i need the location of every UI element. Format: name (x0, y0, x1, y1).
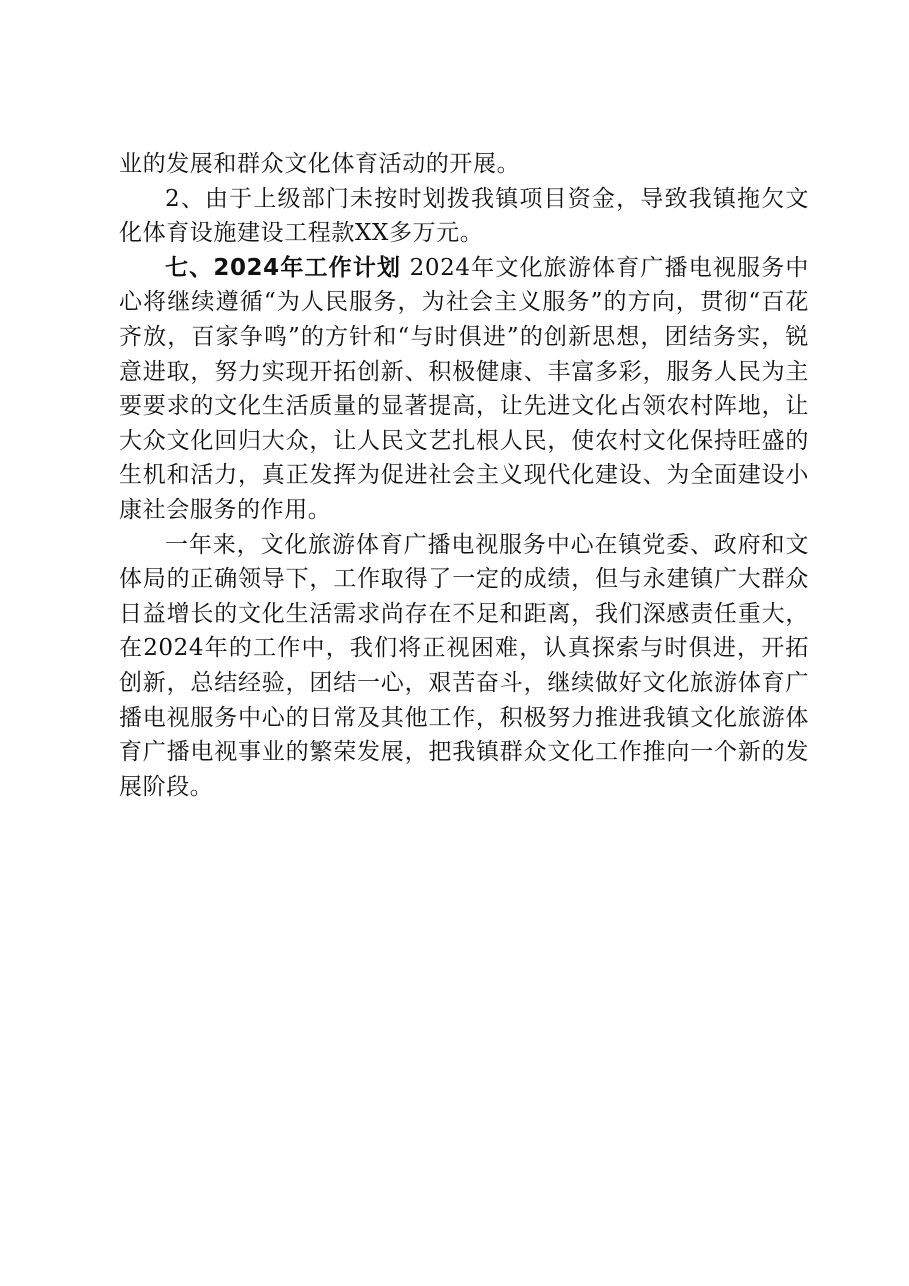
paragraph-work-plan (119, 251, 809, 528)
paragraph-item-2: 2、由于上级部门未按时划拨我镇项目资金，导致我镇拖欠文化体育设施建设工程款XX多万元。 (119, 185, 809, 247)
paragraph-continuation: 业的发展和群众文化体育活动的开展。 (119, 151, 521, 177)
work-plan-text: 2024年文化旅游体育广播电视服务中心将继续遵循“为人民服务，为社会主义服务”的方向，贯彻“百花齐放，百家争鸣”的方针和“与时俱进”的创新思想，团结务实，锐意进取，努力实现开拓创新、积极健康、丰富多彩，服务人民为主要要求的文化生活质量的显著提高，让先进文化占领农村阵地，让大众文化回归大众，让人民文艺扎根人民，使农村文化保持旺盛的生机和活力，真正发挥为促进社会主义现代化建设、为全面建设小康社会服务的作用。 (119, 254, 809, 523)
document-body (119, 147, 809, 804)
section-heading-work-plan: 七、2024年工作计划 (165, 254, 402, 281)
paragraph-summary: 一年来，文化旅游体育广播电视服务中心在镇党委、政府和文体局的正确领导下，工作取得了一定的成绩，但与永建镇广大群众日益增长的文化生活需求尚存在不足和距离，我们深感责任重大，在2024年的工作中，我们将正视困难，认真探索与时俱进，开拓创新，总结经验，团结一心，艰苦奋斗，继续做好文化旅游体育广播电视服务中心的日常及其他工作，积极努力推进我镇文化旅游体育广播电视事业的繁荣发展，把我镇群众文化工作推向一个新的发展阶段。 (119, 531, 809, 800)
